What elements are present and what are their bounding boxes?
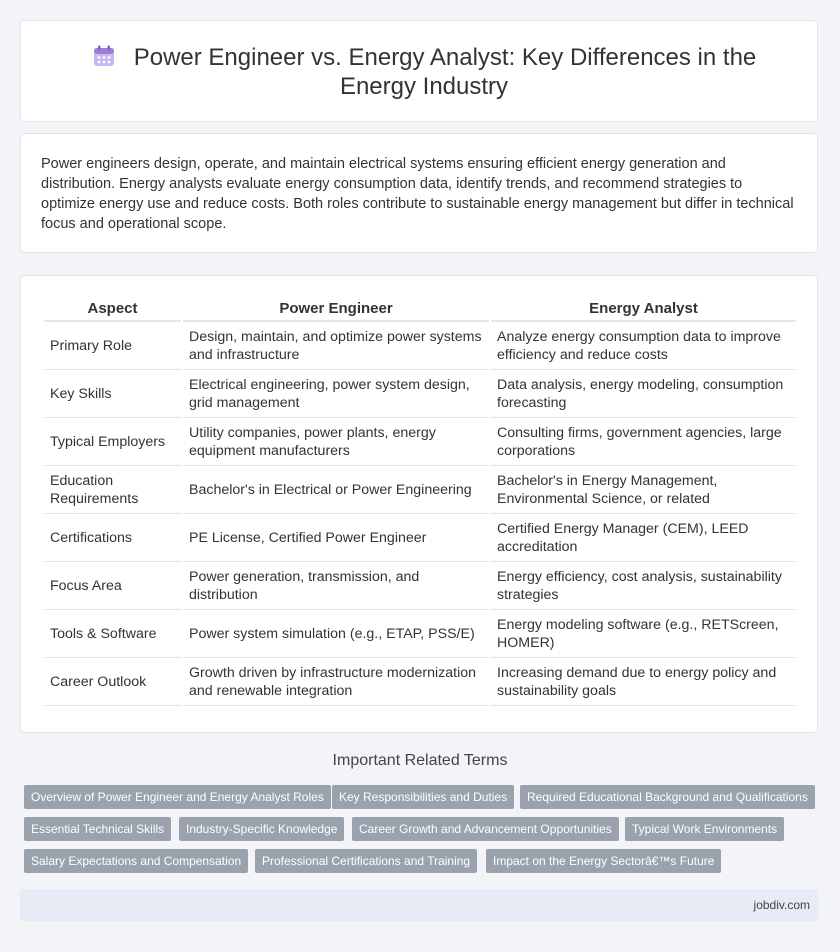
comparison-card <box>20 275 818 733</box>
cell-power-engineer: Design, maintain, and optimize power systems and infrastructure <box>183 322 489 370</box>
cell-energy-analyst: Certified Energy Manager (CEM), LEED accreditation <box>491 514 796 562</box>
title-card <box>20 20 818 122</box>
cell-energy-analyst: Energy efficiency, cost analysis, sustainability strategies <box>491 562 796 610</box>
table-row <box>44 418 796 466</box>
cell-power-engineer: PE License, Certified Power Engineer <box>183 514 489 562</box>
intro-paragraph: Power engineers design, operate, and maintain electrical systems ensuring efficient energy generation and distribution. Energy analysts evaluate energy consumption data, identify trends, and recommend strategies to optimize energy use and reduce costs. Both roles contribute to sustainable energy management but differ in technical focus and operational scope. <box>41 156 794 232</box>
cell-energy-analyst: Increasing demand due to energy policy and sustainability goals <box>491 658 796 706</box>
related-tag[interactable]: Typical Work Environments <box>625 817 784 841</box>
related-tag[interactable]: Professional Certifications and Training <box>255 849 477 873</box>
comparison-table <box>42 296 798 706</box>
related-tag[interactable]: Required Educational Background and Qualifications <box>520 785 815 809</box>
footer-bar <box>20 889 818 921</box>
cell-power-engineer: Utility companies, power plants, energy equipment manufacturers <box>183 418 489 466</box>
related-tag[interactable]: Salary Expectations and Compensation <box>24 849 248 873</box>
cell-aspect: Primary Role <box>44 322 181 370</box>
cell-energy-analyst: Data analysis, energy modeling, consumption forecasting <box>491 370 796 418</box>
related-terms-title: Important Related Terms <box>332 752 508 769</box>
cell-energy-analyst: Bachelor's in Energy Management, Environmental Science, or related <box>491 466 796 514</box>
cell-aspect: Focus Area <box>44 562 181 610</box>
header-power-engineer: Power Engineer <box>183 296 489 322</box>
related-tag[interactable]: Impact on the Energy Sectorâ€™s Future <box>486 849 721 873</box>
table-header-row <box>44 296 796 322</box>
table-row <box>44 562 796 610</box>
cell-energy-analyst: Consulting firms, government agencies, large corporations <box>491 418 796 466</box>
cell-energy-analyst: Energy modeling software (e.g., RETScreen, HOMER) <box>491 610 796 658</box>
cell-power-engineer: Power generation, transmission, and distribution <box>183 562 489 610</box>
cell-power-engineer: Electrical engineering, power system design, grid management <box>183 370 489 418</box>
cell-power-engineer: Bachelor's in Electrical or Power Engineering <box>183 466 489 514</box>
calendar-icon <box>92 44 116 68</box>
table-row <box>44 370 796 418</box>
cell-aspect: Certifications <box>44 514 181 562</box>
related-tag[interactable]: Key Responsibilities and Duties <box>332 785 514 809</box>
related-tag[interactable]: Career Growth and Advancement Opportunities <box>352 817 619 841</box>
related-tag[interactable]: Overview of Power Engineer and Energy Analyst Roles <box>24 785 331 809</box>
cell-aspect: Tools & Software <box>44 610 181 658</box>
table-row <box>44 610 796 658</box>
cell-power-engineer: Growth driven by infrastructure modernization and renewable integration <box>183 658 489 706</box>
cell-aspect: Career Outlook <box>44 658 181 706</box>
header-aspect: Aspect <box>44 296 181 322</box>
cell-power-engineer: Power system simulation (e.g., ETAP, PSS/E) <box>183 610 489 658</box>
cell-aspect: Education Requirements <box>44 466 181 514</box>
cell-aspect: Key Skills <box>44 370 181 418</box>
table-row <box>44 514 796 562</box>
table-row <box>44 466 796 514</box>
table-row <box>44 658 796 706</box>
related-tag[interactable]: Industry-Specific Knowledge <box>179 817 344 841</box>
page-title-wrap <box>51 43 797 101</box>
table-row <box>44 322 796 370</box>
header-energy-analyst: Energy Analyst <box>491 296 796 322</box>
intro-card <box>20 133 818 253</box>
cell-energy-analyst: Analyze energy consumption data to improve efficiency and reduce costs <box>491 322 796 370</box>
page-title: Power Engineer vs. Energy Analyst: Key Differences in the Energy Industry <box>133 44 757 100</box>
footer-site-link[interactable]: jobdiv.com <box>753 898 810 912</box>
related-tag[interactable]: Essential Technical Skills <box>24 817 171 841</box>
cell-aspect: Typical Employers <box>44 418 181 466</box>
